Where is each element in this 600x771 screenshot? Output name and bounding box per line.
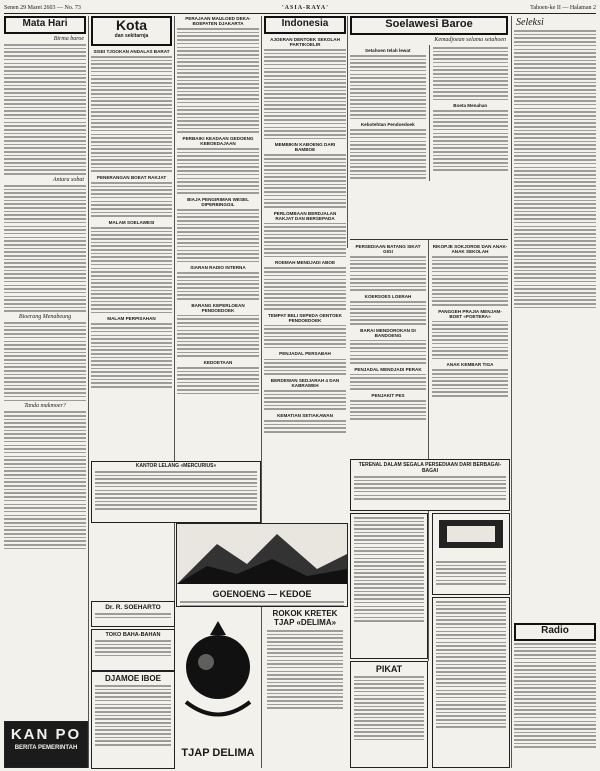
section-subtitle: dan sekitarnja bbox=[114, 33, 149, 39]
classified-ad bbox=[350, 513, 428, 659]
newspaper-page bbox=[4, 3, 596, 768]
article-body bbox=[177, 148, 259, 194]
ad-title: GOENOENG — KEDOE bbox=[212, 589, 312, 599]
subheading: Tanda makmoer? bbox=[24, 403, 66, 410]
pikat-ad bbox=[350, 661, 428, 768]
djamoe-iboe-ad bbox=[91, 671, 175, 769]
column-berita bbox=[177, 16, 259, 461]
article-body bbox=[432, 321, 508, 359]
soelawesi-box bbox=[350, 16, 508, 35]
column-seleksi bbox=[514, 16, 596, 456]
issue-date: Senen 29 Maret 2603 — No. 73 bbox=[4, 5, 81, 11]
issue-page: Tahoen-ke II — Halaman 2 bbox=[530, 5, 596, 11]
article-body bbox=[350, 256, 426, 291]
article-body bbox=[350, 340, 426, 364]
column-rule bbox=[261, 16, 262, 768]
masthead bbox=[4, 3, 596, 14]
ad-title: TERENAL DALAM SEGALA PERSEDIAAN DARI BERBAGAI-BAGAI bbox=[358, 462, 502, 474]
kanpo-ad bbox=[4, 721, 88, 768]
ad-body bbox=[354, 676, 424, 740]
section-title: Seleksi bbox=[516, 17, 544, 28]
headline: ROEMAH MENDJADI ABOE bbox=[274, 260, 336, 266]
ad-title: DJAMOE IBOE bbox=[104, 674, 161, 683]
headline: AJOERAN DENTOEK SEKOLAH PARTIKOELIR bbox=[270, 37, 340, 47]
article-body bbox=[350, 374, 426, 390]
byline: Birma baroe bbox=[53, 36, 84, 42]
delima-brand-ad bbox=[176, 607, 260, 767]
article-body bbox=[264, 267, 346, 309]
delima-text-ad bbox=[264, 607, 346, 767]
headline: ANAK KEMBAR TIGA bbox=[446, 362, 494, 368]
pomegranate-illustration bbox=[176, 607, 260, 742]
kanpo-title: KAN PO bbox=[10, 726, 82, 743]
column-mata-hari bbox=[4, 16, 86, 676]
radio-schedule bbox=[514, 643, 596, 748]
column-rule bbox=[428, 239, 429, 661]
column-lower-left bbox=[350, 241, 426, 456]
column-rule bbox=[347, 16, 348, 248]
article-body bbox=[4, 44, 86, 175]
ad-illustration bbox=[433, 514, 509, 554]
ad-body bbox=[436, 561, 506, 585]
headline: BARANG KEPERLOEAN PENDOEDOEK bbox=[191, 302, 245, 313]
headline: PENJADAL PERSABAH bbox=[279, 351, 331, 357]
article-body bbox=[177, 367, 259, 394]
article-body bbox=[264, 325, 346, 349]
article-body bbox=[350, 400, 426, 420]
article-body bbox=[177, 28, 259, 133]
kanpo-subtitle: BERITA PEMERINTAH bbox=[14, 745, 78, 751]
article-body bbox=[264, 420, 346, 433]
ad-body bbox=[95, 471, 257, 509]
ad-body bbox=[354, 517, 424, 622]
column-rule bbox=[88, 16, 89, 768]
column-indonesia bbox=[264, 16, 346, 448]
article-body bbox=[350, 129, 426, 179]
headline: TEMPAT BELI SEPEDA OENTOEK PENDOEDOEK bbox=[268, 312, 342, 323]
headline: PENERANGAN BOEAT RAKJAT bbox=[96, 175, 167, 180]
headline: BIAJA PENGIRIMAN WESEL DIPERBINGGIL bbox=[187, 196, 249, 207]
headline: PERAJAAN MAULOED DEKA-BOEPATEN DJAKARTA bbox=[185, 16, 251, 26]
article-body bbox=[91, 56, 172, 172]
article-body bbox=[350, 55, 426, 119]
article-body bbox=[177, 315, 259, 357]
headline: PANGGEH PRAJIA MENJAM-BOET «POETERA» bbox=[438, 308, 502, 319]
ad-title: Dr. R. SOEHARTO bbox=[105, 604, 161, 611]
headline: PENJADAL MENDJADI PERAK bbox=[354, 366, 422, 372]
mata-hari-box bbox=[4, 16, 86, 34]
article-body bbox=[264, 390, 346, 410]
subheading: Antara sobat bbox=[52, 176, 84, 183]
radio-box bbox=[514, 623, 596, 641]
headline: Boeta Menahan bbox=[453, 103, 488, 109]
article-body bbox=[91, 227, 172, 313]
article-body bbox=[4, 411, 86, 549]
subheading: Bioerang Menabeung bbox=[18, 314, 72, 320]
ad-brand: TJAP DELIMA bbox=[181, 747, 255, 759]
column-lower-right bbox=[432, 241, 508, 456]
article-body bbox=[264, 49, 346, 139]
ad-body bbox=[267, 630, 343, 709]
headline: PENJAKIT PES bbox=[371, 392, 405, 398]
article-body bbox=[91, 182, 172, 217]
article-body bbox=[514, 30, 596, 308]
article-body bbox=[350, 301, 426, 325]
article-body bbox=[433, 47, 509, 100]
headline: RIKOPJE SOKJOROE DAN ANAK-ANAK SEKOLAH bbox=[432, 244, 508, 254]
headline: BARAI MENDOROKAN DI BANDOENG bbox=[360, 327, 416, 338]
ad-title: KANTOR LELANG «MERCURIUS» bbox=[135, 463, 217, 469]
article-body bbox=[177, 272, 259, 299]
indonesia-box bbox=[264, 16, 346, 34]
headline: PERLOMBAAN BERDJALAN RAKJAT DAN BERSEPADA bbox=[273, 210, 337, 221]
article-body bbox=[432, 256, 508, 306]
section-title: Kota bbox=[115, 17, 148, 33]
headline: Setahoen telah lewat bbox=[365, 48, 411, 53]
section-title: Indonesia bbox=[281, 18, 329, 29]
kota-box bbox=[91, 16, 172, 46]
radio-title: Radio bbox=[541, 625, 569, 636]
headline: KOERSOES LOERAH bbox=[364, 293, 412, 299]
dr-soeharto-ad bbox=[91, 601, 175, 627]
ad-body bbox=[180, 601, 344, 606]
headline: KEDOETAAN bbox=[203, 359, 233, 365]
headline: PERSEDIAAN BATANG SIKAT GIGI bbox=[355, 244, 421, 254]
ad-title: TOKO BAHA-BAHAN bbox=[105, 632, 161, 638]
ad-title: ROKOK KRETEK TJAP «DELIMA» bbox=[272, 609, 338, 627]
ad-body bbox=[95, 613, 171, 618]
article-body bbox=[264, 154, 346, 207]
section-subtitle: Kemadjoean selama setahoen bbox=[434, 37, 506, 43]
headline: SISEI TJOOKAN ANDALAS BARAT bbox=[93, 49, 170, 54]
headline: Kebotehtan Pendoedoek bbox=[360, 122, 415, 128]
newspaper-name: 'ASIA-RAYA' bbox=[282, 5, 329, 11]
classified-ad bbox=[432, 597, 510, 768]
column-kota bbox=[91, 16, 172, 461]
article-body bbox=[264, 223, 346, 258]
section-divider bbox=[350, 239, 508, 240]
article-body bbox=[264, 359, 346, 375]
article-body bbox=[91, 323, 172, 387]
headline: MALAM SOELAWESI bbox=[108, 219, 155, 225]
article-body bbox=[432, 369, 508, 396]
ad-body bbox=[436, 601, 506, 728]
article-body bbox=[4, 322, 86, 401]
ad-body bbox=[354, 476, 506, 500]
headline: MEMBIKIN KABOENG DARI BAMBOE bbox=[274, 142, 336, 153]
goenoeng-kedoe-ad bbox=[176, 523, 348, 607]
column-soelawesi bbox=[350, 16, 508, 248]
column-rule bbox=[511, 16, 512, 768]
persediaan-ad bbox=[350, 459, 510, 511]
kantor-lelang-ad bbox=[91, 461, 261, 523]
article-body bbox=[4, 185, 86, 312]
headline: SIARAN RADIO INTERNA bbox=[190, 265, 246, 271]
headline: MALAM PERPISAHAN bbox=[107, 316, 156, 322]
section-title: Soelawesi Baroe bbox=[385, 18, 473, 30]
headline: BERDEWAN SEDJARAH 4 DAN KABRAWEH bbox=[270, 377, 340, 388]
article-body bbox=[433, 110, 509, 171]
toko-ad bbox=[91, 629, 175, 671]
classified-ad bbox=[432, 513, 510, 595]
headline: PERBAIKI KEADAAN GEDOENG KEBOEDAJAAN bbox=[182, 135, 254, 146]
ad-body bbox=[95, 640, 171, 656]
radio-section bbox=[514, 623, 596, 765]
headline: KEMATIAN SETIAKAWAN bbox=[277, 413, 333, 418]
section-title: Mata Hari bbox=[22, 18, 68, 29]
ad-body bbox=[95, 685, 171, 746]
article-body bbox=[177, 209, 259, 262]
ad-title: PIKAT bbox=[375, 664, 403, 674]
mountain-illustration bbox=[177, 524, 347, 584]
